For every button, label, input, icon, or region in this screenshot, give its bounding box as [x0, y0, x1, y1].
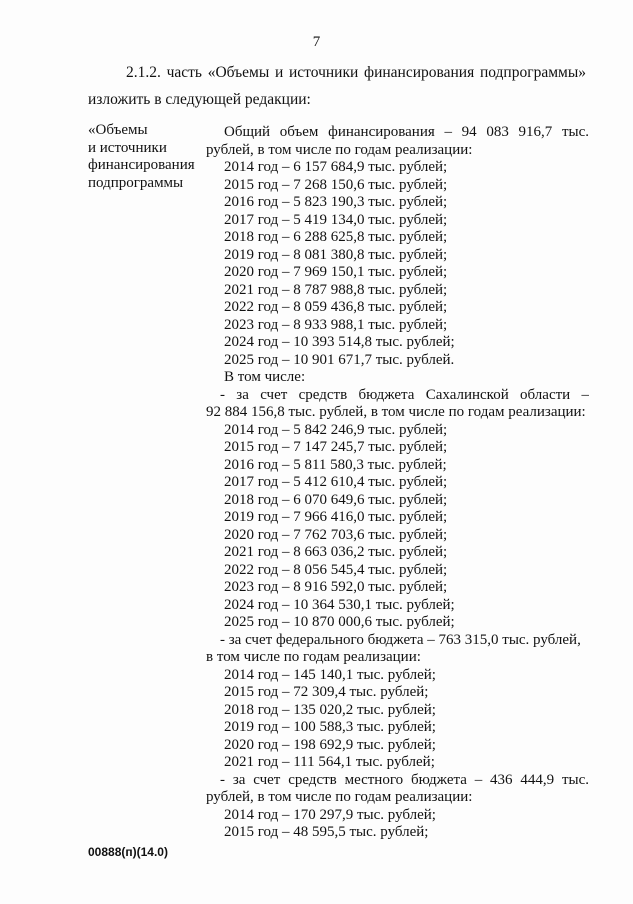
content-line: 2021 год – 8 663 036,2 тыс. рублей;: [224, 544, 448, 560]
content-line: 2015 год – 7 268 150,6 тыс. рублей;: [224, 176, 448, 193]
content-line: 2018 год – 6 070 649,6 тыс. рублей;: [224, 491, 448, 508]
content-line: 2020 год – 7 762 703,6 тыс. рублей;: [224, 526, 448, 543]
page-number: 7: [312, 34, 321, 50]
content-line: 2017 год – 5 412 610,4 тыс. рублей;: [224, 474, 448, 490]
content-line: 2019 год – 7 966 416,0 тыс. рублей;: [224, 509, 448, 525]
content-line: рублей, в том числе по годам реализации:: [206, 789, 473, 805]
content-line: 92 884 156,8 тыс. рублей, в том числе по годам реализации:: [206, 404, 586, 420]
content-line: 2021 год – 111 564,1 тыс. рублей;: [224, 754, 435, 770]
content-line: 2018 год – 135 020,2 тыс. рублей;: [224, 701, 436, 718]
label-line: финансирования: [88, 157, 195, 173]
content-line: 2025 год – 10 870 000,6 тыс. рублей;: [224, 614, 455, 630]
content-line: 2014 год – 170 297,9 тыс. рублей;: [224, 806, 436, 823]
content-line: 2020 год – 7 969 150,1 тыс. рублей;: [224, 264, 448, 280]
content-line: В том числе:: [224, 369, 306, 385]
intro-paragraph-line2: изложить в следующей редакции:: [88, 91, 311, 108]
content-line: 2016 год – 5 811 580,3 тыс. рублей;: [224, 456, 447, 473]
content-line: 2016 год – 5 823 190,3 тыс. рублей;: [224, 194, 448, 210]
content-line: 2023 год – 8 933 988,1 тыс. рублей;: [224, 316, 448, 333]
content-line: 2022 год – 8 059 436,8 тыс. рублей;: [224, 299, 448, 315]
content-line: Общий объем финансирования – 94 083 916,7 тыс.: [224, 124, 589, 140]
content-line: 2023 год – 8 916 592,0 тыс. рублей;: [224, 579, 448, 595]
content-line: 2024 год – 10 364 530,1 тыс. рублей;: [224, 596, 455, 613]
label-line: «Объемы: [88, 122, 148, 138]
content-line: 2019 год – 100 588,3 тыс. рублей;: [224, 719, 436, 735]
content-line: 2025 год – 10 901 671,7 тыс. рублей.: [224, 351, 455, 368]
content-line: в том числе по годам реализации:: [206, 649, 421, 665]
section-label: [88, 122, 208, 192]
content-line: 2022 год – 8 056 545,4 тыс. рублей;: [224, 561, 448, 578]
content-line: 2014 год – 145 140,1 тыс. рублей;: [224, 666, 436, 683]
content-line: 2024 год – 10 393 514,8 тыс. рублей;: [224, 334, 455, 350]
content-line: 2021 год – 8 787 988,8 тыс. рублей;: [224, 281, 448, 298]
content-line: - за счет федерального бюджета – 763 315,0 тыс. рублей,: [220, 631, 581, 648]
content-line: 2018 год – 6 288 625,8 тыс. рублей;: [224, 229, 448, 245]
content-line: 2014 год – 6 157 684,9 тыс. рублей;: [224, 159, 448, 175]
content-line: 2017 год – 5 419 134,0 тыс. рублей;: [224, 211, 448, 228]
content-line: 2015 год – 7 147 245,7 тыс. рублей;: [224, 439, 448, 455]
content-line: - за счет средств бюджета Сахалинской области –: [220, 386, 589, 403]
intro-paragraph-line1: 2.1.2. часть «Объемы и источники финансирования подпрограммы»: [126, 64, 586, 81]
financing-content: [206, 124, 589, 842]
content-line: рублей, в том числе по годам реализации:: [206, 141, 473, 158]
content-line: 2014 год – 5 842 246,9 тыс. рублей;: [224, 421, 448, 438]
content-line: - за счет средств местного бюджета – 436 444,9 тыс.: [220, 771, 589, 788]
label-line: и источники: [88, 139, 167, 156]
content-line: 2019 год – 8 081 380,8 тыс. рублей;: [224, 246, 448, 263]
label-line: подпрограммы: [88, 174, 184, 191]
footer-code: 00888(п)(14.0): [88, 845, 168, 859]
content-line: 2015 год – 72 309,4 тыс. рублей;: [224, 684, 429, 700]
content-line: 2015 год – 48 595,5 тыс. рублей;: [224, 824, 429, 840]
content-line: 2020 год – 198 692,9 тыс. рублей;: [224, 736, 436, 753]
